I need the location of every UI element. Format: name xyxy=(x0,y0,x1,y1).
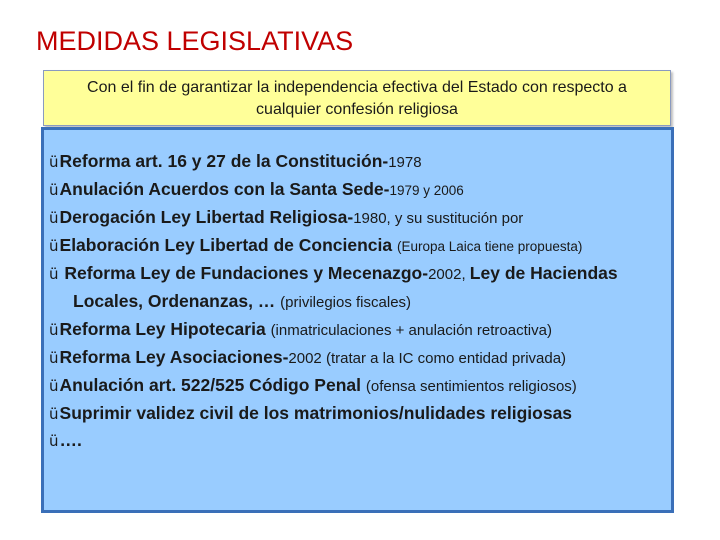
item-small-text: 1980, y su sustitución por xyxy=(353,210,524,227)
item-bold-text: Derogación Ley Libertad Religiosa- xyxy=(59,207,354,227)
list-item xyxy=(49,427,665,454)
measures-list xyxy=(49,148,665,454)
intro-line-1: Con el fin de garantizar la independencia efectiva del Estado con respecto a xyxy=(87,79,627,96)
item-bold-text: Ley de Haciendas xyxy=(469,263,618,283)
item-bold-text: Suprimir validez civil de los matrimonios/nulidades religiosas xyxy=(59,403,573,423)
item-small-text: (ofensa sentimientos religiosos) xyxy=(365,378,577,395)
slide-title: MEDIDAS LEGISLATIVAS xyxy=(36,26,354,56)
check-bullet-icon: ü xyxy=(49,153,59,171)
item-small-text: 1979 y 2006 xyxy=(389,183,464,198)
check-bullet-icon: ü xyxy=(49,321,59,339)
item-bold-text: …. xyxy=(59,430,82,450)
item-small-text: 2002, xyxy=(428,266,470,283)
list-item xyxy=(49,148,665,176)
check-bullet-icon: ü xyxy=(49,209,59,227)
measures-panel xyxy=(41,127,674,513)
intro-box xyxy=(43,70,671,126)
item-bold-text: Locales, Ordenanzas, … xyxy=(73,291,281,311)
item-small-text: 2002 (tratar a la IC como entidad privada) xyxy=(288,350,567,367)
list-item xyxy=(49,260,665,288)
item-small-text: (privilegios fiscales) xyxy=(280,294,412,311)
list-item xyxy=(49,372,665,400)
list-item xyxy=(49,232,665,260)
list-item-continuation xyxy=(49,288,665,316)
item-bold-text: Anulación art. 522/525 Código Penal xyxy=(59,375,366,395)
item-bold-text: Reforma Ley de Fundaciones y Mecenazgo- xyxy=(59,263,429,283)
check-bullet-icon: ü xyxy=(49,237,59,255)
item-bold-text: Reforma Ley Asociaciones- xyxy=(59,347,289,367)
list-item xyxy=(49,316,665,344)
check-bullet-icon: ü xyxy=(49,432,59,450)
list-item xyxy=(49,176,665,204)
item-bold-text: Anulación Acuerdos con la Santa Sede- xyxy=(59,179,390,199)
list-item xyxy=(49,204,665,232)
check-bullet-icon: ü xyxy=(49,405,59,423)
item-bold-text: Elaboración Ley Libertad de Conciencia xyxy=(59,235,397,255)
item-bold-text: Reforma art. 16 y 27 de la Constitución- xyxy=(59,151,389,171)
intro-line-2: cualquier confesión religiosa xyxy=(256,101,458,118)
check-bullet-icon: ü xyxy=(49,265,59,283)
item-small-text: 1978 xyxy=(388,154,422,171)
item-small-text: (inmatriculaciones + anulación retroactiva) xyxy=(270,322,552,339)
item-bold-text: Reforma Ley Hipotecaria xyxy=(59,319,271,339)
check-bullet-icon: ü xyxy=(49,377,59,395)
list-item xyxy=(49,344,665,372)
list-item xyxy=(49,400,665,427)
check-bullet-icon: ü xyxy=(49,349,59,367)
item-small-text: (Europa Laica tiene propuesta) xyxy=(396,239,583,254)
check-bullet-icon: ü xyxy=(49,181,59,199)
